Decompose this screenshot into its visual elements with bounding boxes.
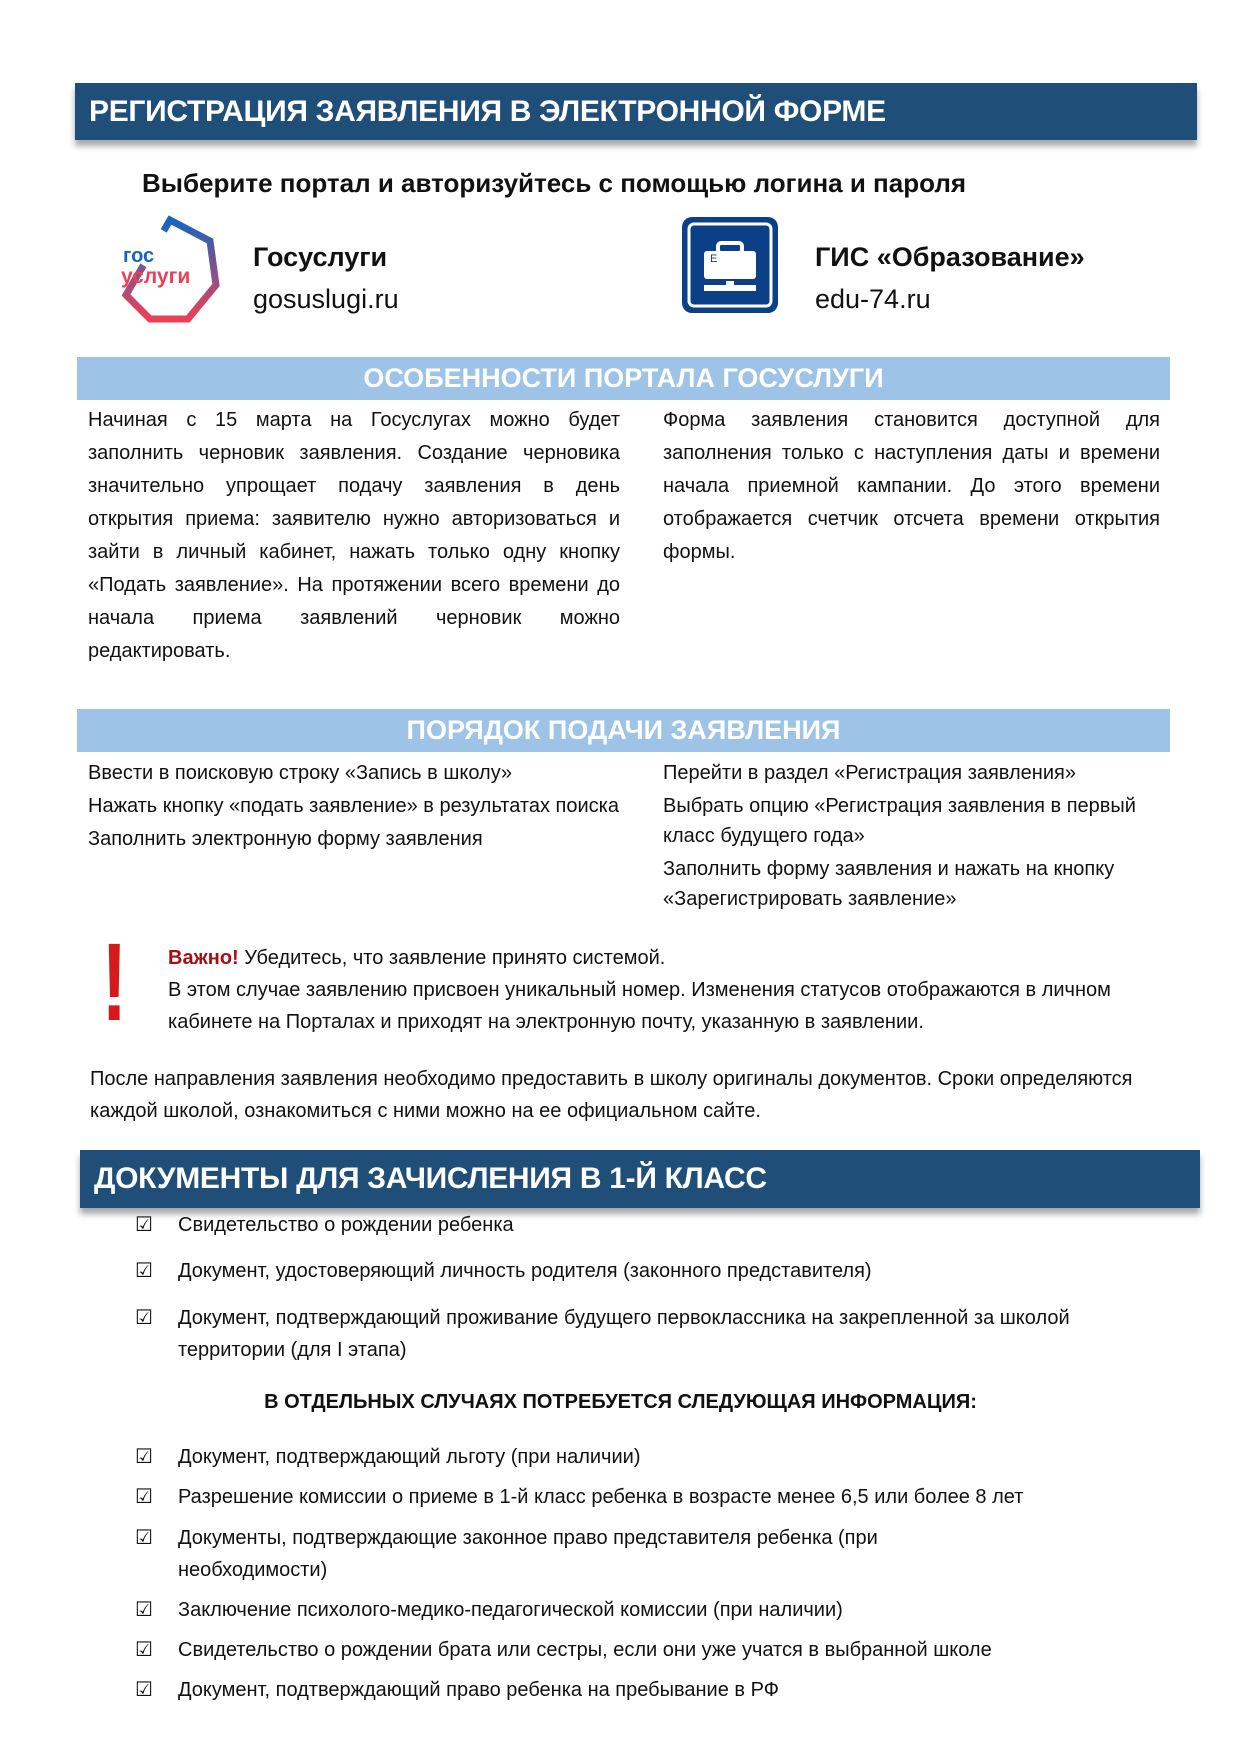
document-item: ☑ Разрешение комиссии о приеме в 1-й класс ребенка в возрасте менее 6,5 или более 8 лет bbox=[135, 1481, 1135, 1513]
portal-name-gosuslugi: Госуслуги bbox=[253, 242, 388, 272]
document-item: ☑ Документ, удостоверяющий личность родителя (законного представителя) bbox=[135, 1255, 1135, 1287]
important-note: Важно! Убедитесь, что заявление принято системой. В этом случае заявлению присвоен уникальный номер. Изменения статусов отображаются в личном кабинете на Порталах и приходят на электронную почту, указанную в заявлении. bbox=[168, 947, 1111, 1033]
gosuslugi-logo-icon: гос услуги bbox=[118, 215, 223, 327]
document-item: ☑ Свидетельство о рождении ребенка bbox=[135, 1209, 1135, 1241]
checkbox-checked-icon: ☑ bbox=[135, 1599, 153, 1621]
features-right-text: Форма заявления становится доступной для заполнения только с наступления даты и времени начала приемной кампании. До этого времени отображается счетчик отсчета времени открытия формы. bbox=[663, 409, 1160, 563]
important-label: Важно! bbox=[168, 947, 239, 969]
portal-name-edu: ГИС «Образование» bbox=[815, 242, 1085, 272]
document-item: ☑ Документ, подтверждающий льготу (при наличии) bbox=[135, 1441, 1135, 1473]
step: Нажать кнопку «подать заявление» в результатах поиска bbox=[88, 795, 619, 817]
checkbox-checked-icon: ☑ bbox=[135, 1639, 153, 1661]
checkbox-checked-icon: ☑ bbox=[135, 1527, 153, 1549]
section-header-features: ОСОБЕННОСТИ ПОРТАЛА ГОСУСЛУГИ bbox=[77, 357, 1170, 400]
procedure-edu-steps bbox=[663, 758, 1143, 914]
intro-subtitle: Выберите портал и авторизуйтесь с помощью логина и пароля bbox=[142, 168, 967, 198]
portal-link-edu[interactable]: edu-74.ru bbox=[815, 284, 931, 314]
step: Перейти в раздел «Регистрация заявления» bbox=[663, 762, 1076, 784]
briefcase-logo-icon: E bbox=[680, 215, 780, 315]
document-item: ☑ Свидетельство о рождении брата или сестры, если они уже учатся в выбранной школе bbox=[135, 1634, 1135, 1666]
after-note: После направления заявления необходимо предоставить в школу оригиналы документов. Сроки определяются каждой школой, ознакомиться с ними можно на ее официальном сайте. bbox=[90, 1068, 1133, 1122]
section-title: ДОКУМЕНТЫ ДЛЯ ЗАЧИСЛЕНИЯ В 1-Й КЛАСС bbox=[94, 1162, 767, 1195]
checkbox-checked-icon: ☑ bbox=[135, 1486, 153, 1508]
step: Заполнить форму заявления и нажать на кнопку «Зарегистрировать заявление» bbox=[663, 858, 1115, 910]
document-item: ☑ Документ, подтверждающий право ребенка на пребывание в РФ bbox=[135, 1674, 1135, 1706]
section-header-registration bbox=[75, 83, 1197, 140]
checkbox-checked-icon: ☑ bbox=[135, 1260, 153, 1282]
section-title: РЕГИСТРАЦИЯ ЗАЯВЛЕНИЯ В ЭЛЕКТРОННОЙ ФОРМЕ bbox=[89, 94, 886, 128]
special-heading: В ОТДЕЛЬНЫХ СЛУЧАЯХ ПОТРЕБУЕТСЯ СЛЕДУЮЩАЯ ИНФОРМАЦИЯ: bbox=[264, 1391, 977, 1413]
checkbox-checked-icon: ☑ bbox=[135, 1679, 153, 1701]
exclamation-icon: ! bbox=[101, 921, 128, 1044]
features-left-text: Начиная с 15 марта на Госуслугах можно будет заполнить черновик заявления. Создание черновика значительно упрощает подачу заявления в день открытия приема: заявителю нужно авторизоваться и зайти в личный кабинет, нажать только одну кнопку «Подать заявление». На протяжении всего времени до начала приема заявлений черновик можно редактировать. bbox=[88, 409, 620, 662]
document-item: ☑ Заключение психолого-медико-педагогической комиссии (при наличии) bbox=[135, 1594, 1135, 1626]
step: Выбрать опцию «Регистрация заявления в первый класс будущего года» bbox=[663, 795, 1136, 847]
checkbox-checked-icon: ☑ bbox=[135, 1214, 153, 1236]
step: Ввести в поисковую строку «Запись в школу» bbox=[88, 762, 513, 784]
section-header-documents bbox=[80, 1150, 1200, 1208]
step: Заполнить электронную форму заявления bbox=[88, 828, 483, 850]
checkbox-checked-icon: ☑ bbox=[135, 1446, 153, 1468]
document-item: ☑ Документы, подтверждающие законное право представителя ребенка (при необходимости) bbox=[135, 1522, 995, 1586]
section-header-procedure: ПОРЯДОК ПОДАЧИ ЗАЯВЛЕНИЯ bbox=[77, 709, 1170, 752]
document-item: ☑ Документ, подтверждающий проживание будущего первоклассника на закрепленной за школой территории (для I этапа) bbox=[135, 1302, 1135, 1366]
procedure-gosuslugi-steps bbox=[88, 758, 628, 854]
checkbox-checked-icon: ☑ bbox=[135, 1307, 153, 1329]
portal-link-gosuslugi[interactable]: gosuslugi.ru bbox=[253, 284, 399, 314]
